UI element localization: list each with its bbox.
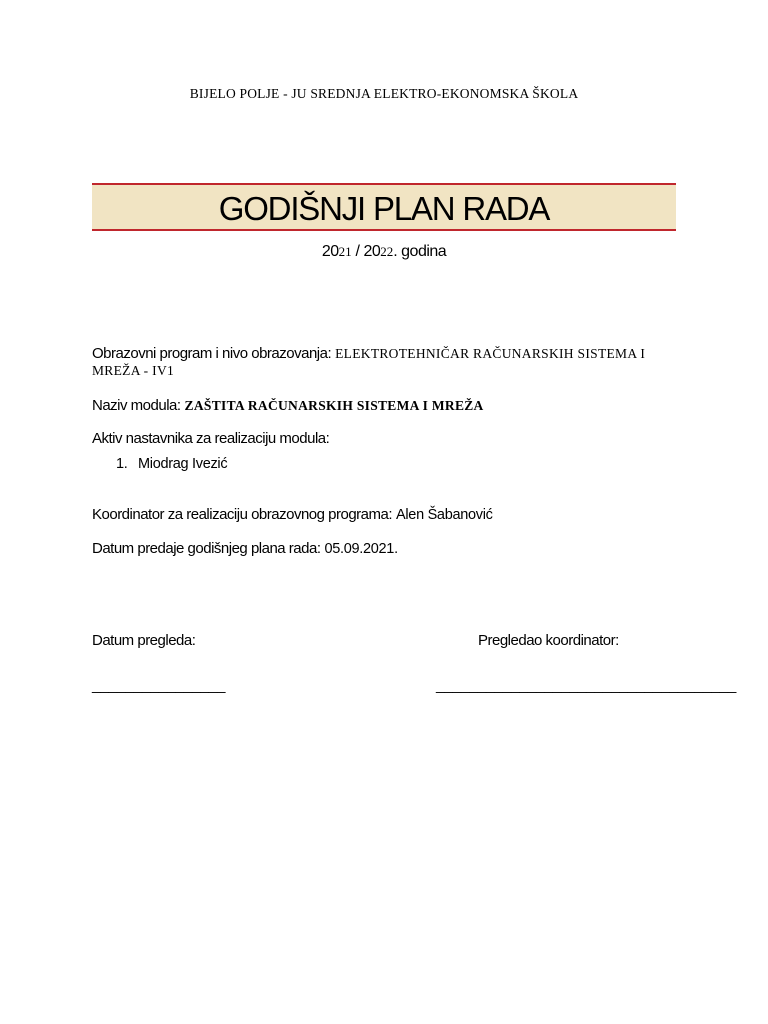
year-b-suffix: 22 (380, 244, 394, 259)
list-item (116, 456, 227, 472)
review-date-label: Datum pregleda: (92, 632, 196, 649)
program-field (92, 345, 692, 379)
year-a-prefix: 20 (321, 243, 339, 260)
aktiv-label: Aktiv nastavnika za realizaciju modula: (92, 430, 330, 447)
school-year (0, 243, 768, 261)
review-date-signature-line: ________________ (92, 677, 226, 694)
coordinator-label: Koordinator za realizaciju obrazovnog programa: (92, 506, 393, 523)
school-header: BIJELO POLJE - JU SREDNJA ELEKTRO-EKONOMSKA ŠKOLA (189, 86, 579, 101)
reviewer-signature-line: ____________________________________ (436, 677, 737, 694)
submit-date-field (92, 540, 398, 558)
year-a-suffix: 21 (338, 244, 352, 259)
module-field (92, 397, 484, 415)
submit-date-value: 05.09.2021. (324, 541, 398, 557)
module-value: ZAŠTITA RAČUNARSKIH SISTEMA I MREŽA (184, 398, 484, 413)
coordinator-value: Alen Šabanović (396, 507, 493, 523)
submit-date-label: Datum predaje godišnjeg plana rada: (92, 540, 321, 557)
module-label: Naziv modula: (92, 397, 181, 414)
program-label: Obrazovni program i nivo obrazovanja: (92, 345, 332, 362)
year-separator: / (351, 243, 364, 260)
reviewer-label: Pregledao koordinator: (478, 632, 619, 649)
program-value: ELEKTROTEHNIČAR RAČUNARSKIH SISTEMA I MREŽA - IV1 (92, 346, 646, 378)
list-item-number: 1. (116, 456, 128, 472)
document-title: GODIŠNJI PLAN RADA (218, 190, 550, 227)
list-item-name: Miodrag Ivezić (138, 456, 228, 472)
year-tail: . godina (393, 243, 447, 260)
coordinator-field (92, 506, 493, 524)
year-b-prefix: 20 (363, 243, 381, 260)
